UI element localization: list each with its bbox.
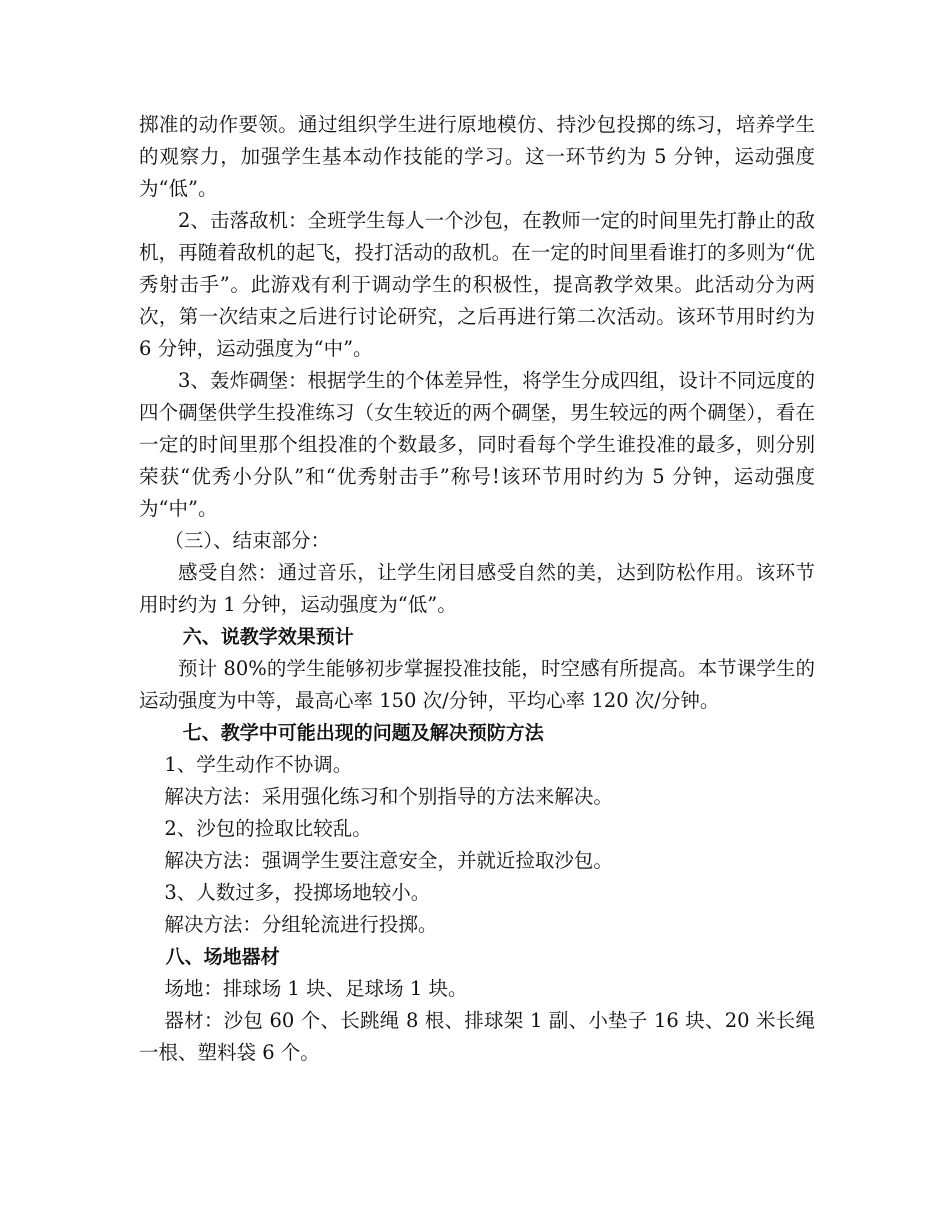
- section-ending-part: （三）、结束部分：: [164, 529, 331, 552]
- problem-item-1: 1、学生动作不协调。: [164, 753, 353, 776]
- paragraph-throwing-essentials: 掷准的动作要领。通过组织学生进行原地模仿、持沙包投掷的练习，培养学生的观察力，加强学生基本动作技能的学习。这一环节约为 5 分钟，运动强度为“低”。: [139, 113, 815, 200]
- solution-item-2: 解决方法：强调学生要注意安全，并就近捡取沙包。: [164, 849, 613, 872]
- heading-teaching-effect: 六、说教学效果预计: [182, 626, 354, 648]
- paragraph-venue: 场地：排球场 1 块、足球场 1 块。: [164, 977, 468, 1000]
- problem-item-2: 2、沙包的捡取比较乱。: [164, 817, 372, 840]
- problem-item-3: 3、人数过多，投掷场地较小。: [164, 881, 431, 904]
- solution-item-1: 解决方法：采用强化练习和个别指导的方法来解决。: [164, 785, 613, 808]
- paragraph-shoot-down-enemy-plane: 2、击落敌机：全班学生每人一个沙包，在教师一定的时间里先打静止的敌机，再随着敌机的起飞，投打活动的敌机。在一定的时间里看谁打的多则为“优秀射击手”。此游戏有利于调动学生的积极性，提高教学效果。此活动分为两次，第一次结束之后进行讨论研究，之后再进行第二次活动。该环节用时约为 6 分钟，运动强度为“中”。: [139, 209, 815, 360]
- paragraph-effect-forecast: 预计 80%的学生能够初步掌握投准技能，时空感有所提高。本节课学生的运动强度为中等，最高心率 150 次/分钟，平均心率 120 次/分钟。: [139, 657, 815, 712]
- solution-item-3: 解决方法：分组轮流进行投掷。: [164, 913, 438, 936]
- paragraph-equipment: 器材：沙包 60 个、长跳绳 8 根、排球架 1 副、小垫子 16 块、20 米长绳一根、塑料袋 6 个。: [139, 1009, 815, 1064]
- document-body: [139, 109, 815, 1069]
- paragraph-feel-nature: 感受自然：通过音乐，让学生闭目感受自然的美，达到防松作用。该环节用时约为 1 分钟，运动强度为“低”。: [139, 561, 815, 616]
- heading-problems-solutions: 七、教学中可能出现的问题及解决预防方法: [182, 722, 544, 744]
- paragraph-bomb-the-bunker: 3、轰炸碉堡：根据学生的个体差异性，将学生分成四组，设计不同远度的四个碉堡供学生投准练习（女生较近的两个碉堡，男生较远的两个碉堡），看在一定的时间里那个组投准的个数最多，同时看每个学生谁投准的最多，则分别荣获“优秀小分队”和“优秀射击手”称号!该环节用时约为 5 分钟，运动强度为“中”。: [139, 369, 815, 520]
- heading-venue-equipment: 八、场地器材: [165, 946, 280, 968]
